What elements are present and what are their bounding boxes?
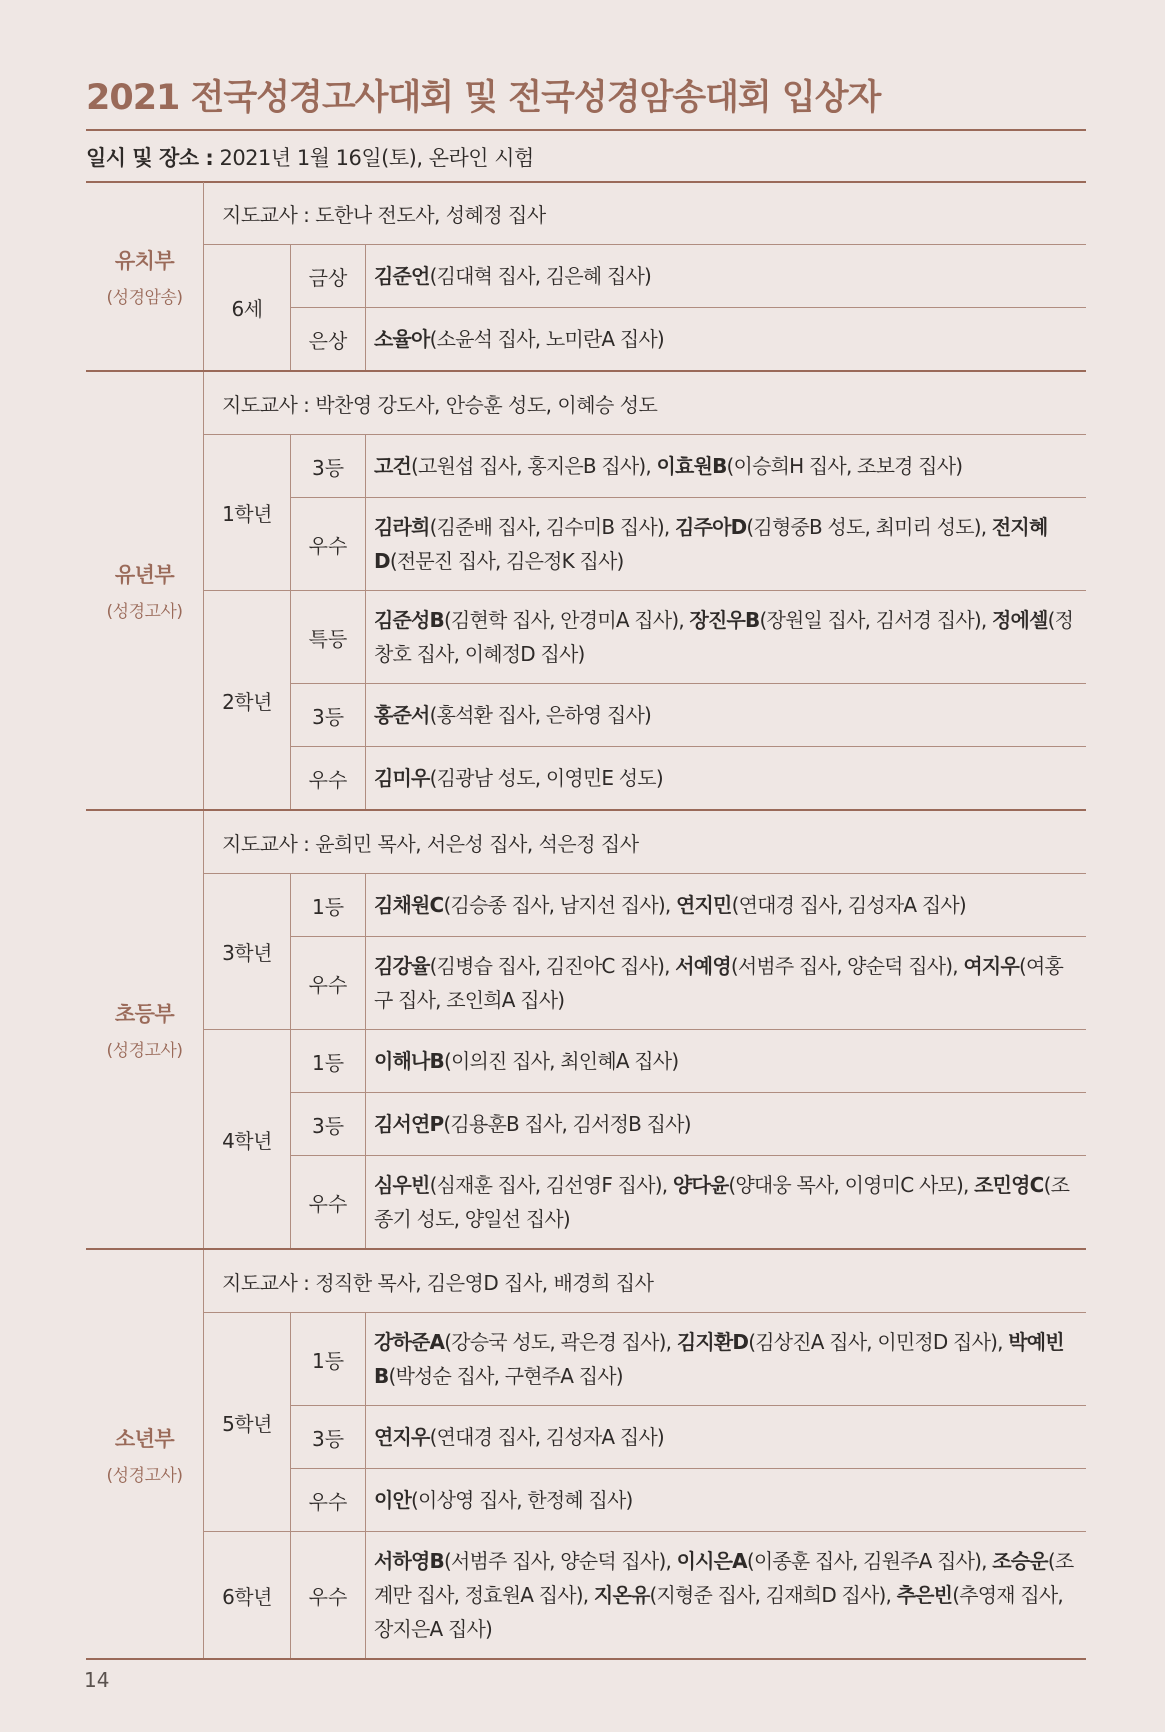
winner-name: 서하영B — [374, 1549, 445, 1573]
winner-name: 조승운 — [992, 1549, 1048, 1573]
prize-row — [291, 1313, 1086, 1406]
prize-cell: 우수 — [291, 498, 366, 590]
prize-row — [291, 498, 1086, 590]
grade-group — [204, 1030, 1086, 1248]
winners-text — [374, 761, 663, 795]
winners-cell — [366, 1093, 1086, 1155]
winners-text — [374, 603, 1078, 671]
winner-parents: (홍석환 집사, 은하영 집사) — [429, 703, 651, 727]
grade-group — [204, 591, 1086, 809]
award-section — [86, 811, 1086, 1250]
winners-cell — [366, 245, 1086, 307]
winner-name: 조민영C — [974, 1173, 1044, 1197]
prize-rows — [291, 1030, 1086, 1248]
grade-cell: 3학년 — [204, 874, 291, 1029]
awards-table — [86, 182, 1086, 1660]
prize-cell: 3등 — [291, 1093, 366, 1155]
section-content — [204, 811, 1086, 1248]
prize-row — [291, 937, 1086, 1029]
winners-cell — [366, 684, 1086, 746]
title-rule — [86, 129, 1086, 131]
prize-row — [291, 308, 1086, 370]
section-content — [204, 182, 1086, 370]
prize-row — [291, 747, 1086, 809]
winner-parents: (강승국 성도, 곽은경 집사), — [444, 1330, 677, 1354]
winner-name: 김지환D — [676, 1330, 749, 1354]
winner-parents: (김형중B 성도, 최미리 성도), — [746, 515, 992, 539]
winners-text — [374, 1044, 678, 1078]
division-cell — [86, 1250, 204, 1658]
winner-name: 김주아D — [675, 515, 747, 539]
winner-name: 김강율 — [374, 954, 430, 978]
winner-parents: (이상영 집사, 한정혜 집사) — [411, 1488, 633, 1512]
winner-name: 김준언 — [374, 264, 430, 288]
prize-row — [291, 1156, 1086, 1248]
prize-row — [291, 591, 1086, 684]
winner-parents: (고원섭 집사, 홍지은B 집사), — [411, 454, 657, 478]
winners-text — [374, 949, 1078, 1017]
prize-rows — [291, 591, 1086, 809]
award-section — [86, 372, 1086, 811]
winner-name: 추은빈 — [896, 1583, 953, 1607]
section-content — [204, 372, 1086, 809]
winners-cell — [366, 1406, 1086, 1468]
prize-row — [291, 1030, 1086, 1093]
prize-cell: 우수 — [291, 1469, 366, 1531]
winner-parents: (조계만 집사, 정효원A 집사), — [374, 1549, 1074, 1607]
winner-parents: (김용훈B 집사, 김서정B 집사) — [443, 1112, 691, 1136]
winners-cell — [366, 591, 1086, 683]
award-section — [86, 1250, 1086, 1660]
prize-rows — [291, 435, 1086, 590]
prize-rows — [291, 1313, 1086, 1531]
winners-cell — [366, 435, 1086, 497]
winner-parents: (연대경 집사, 김성자A 집사) — [429, 1425, 664, 1449]
winner-name: 이효원B — [656, 454, 727, 478]
division-name: 유년부 — [114, 563, 175, 587]
teachers-line: 지도교사 : 정직한 목사, 김은영D 집사, 배경희 집사 — [204, 1250, 1086, 1313]
winner-name: 박예빈B — [374, 1330, 1064, 1388]
grade-cell: 1학년 — [204, 435, 291, 590]
teachers-line: 지도교사 : 윤희민 목사, 서은성 집사, 석은정 집사 — [204, 811, 1086, 874]
winner-parents: (김상진A 집사, 이민정D 집사), — [748, 1330, 1009, 1354]
prize-row — [291, 245, 1086, 308]
grade-group — [204, 435, 1086, 591]
prize-cell: 은상 — [291, 308, 366, 370]
grade-group — [204, 1532, 1086, 1658]
prize-cell: 우수 — [291, 1156, 366, 1248]
division-subtitle: (성경암송) — [106, 287, 183, 308]
prize-cell: 금상 — [291, 245, 366, 307]
winner-parents: (연대경 집사, 김성자A 집사) — [731, 893, 966, 917]
grade-cell: 6학년 — [204, 1532, 291, 1658]
winner-parents: (조종기 성도, 양일선 집사) — [374, 1173, 1070, 1231]
winner-name: 지온유 — [593, 1583, 650, 1607]
winner-parents: (서범주 집사, 양순덕 집사), — [444, 1549, 677, 1573]
winners-cell — [366, 1532, 1086, 1658]
winners-cell — [366, 1313, 1086, 1405]
prize-rows — [291, 874, 1086, 1029]
winner-parents: (양대웅 목사, 이영미C 사모), — [728, 1173, 975, 1197]
prize-row — [291, 1406, 1086, 1469]
prize-cell: 3등 — [291, 1406, 366, 1468]
winners-text — [374, 322, 664, 356]
division-cell — [86, 372, 204, 809]
prize-cell: 우수 — [291, 937, 366, 1029]
winner-parents: (김광남 성도, 이영민E 성도) — [429, 766, 663, 790]
winners-text — [374, 698, 651, 732]
division-subtitle: (성경고사) — [106, 1041, 183, 1061]
winners-cell — [366, 1156, 1086, 1248]
winner-parents: (김대혁 집사, 김은혜 집사) — [429, 264, 651, 288]
winner-parents: (심재훈 집사, 김선영F 집사), — [429, 1173, 673, 1197]
winner-name: 장진우B — [689, 608, 760, 632]
winner-parents: (박성순 집사, 구현주A 집사) — [388, 1364, 623, 1388]
winner-name: 고건 — [374, 454, 412, 478]
date-location — [86, 142, 534, 172]
winners-cell — [366, 308, 1086, 370]
page-number: 14 — [84, 1668, 110, 1692]
winner-parents: (이승희H 집사, 조보경 집사) — [726, 454, 963, 478]
winner-name: 이해나B — [374, 1049, 445, 1073]
winners-text — [374, 510, 1078, 578]
winners-text — [374, 1544, 1078, 1646]
winner-name: 전지혜D — [374, 515, 1048, 573]
winner-name: 여지우 — [963, 954, 1019, 978]
division-name: 초등부 — [114, 1002, 175, 1026]
prize-cell: 3등 — [291, 684, 366, 746]
winner-name: 홍준서 — [374, 703, 430, 727]
winners-text — [374, 259, 651, 293]
grade-cell: 2학년 — [204, 591, 291, 809]
division-subtitle: (성경고사) — [106, 602, 183, 622]
winner-name: 김라희 — [374, 515, 430, 539]
teachers-line: 지도교사 : 박찬영 강도사, 안승훈 성도, 이혜승 성도 — [204, 372, 1086, 435]
winner-name: 서예영 — [675, 954, 731, 978]
winner-parents: (정창호 집사, 이혜정D 집사) — [374, 608, 1074, 666]
prize-cell: 우수 — [291, 747, 366, 809]
winner-name: 양다윤 — [672, 1173, 729, 1197]
prize-row — [291, 684, 1086, 747]
prize-rows — [291, 1532, 1086, 1658]
grade-cell: 5학년 — [204, 1313, 291, 1531]
winner-name: 이안 — [374, 1488, 412, 1512]
winner-parents: (김준배 집사, 김수미B 집사), — [429, 515, 676, 539]
winner-parents: (서범주 집사, 양순덕 집사), — [730, 954, 964, 978]
winners-cell — [366, 937, 1086, 1029]
winners-text — [374, 1168, 1078, 1236]
winner-name: 연지민 — [676, 893, 732, 917]
prize-row — [291, 1532, 1086, 1658]
winner-parents: (전문진 집사, 김은정K 집사) — [389, 549, 624, 573]
winners-text — [374, 449, 962, 483]
prize-cell: 1등 — [291, 1313, 366, 1405]
grade-cell: 6세 — [204, 245, 291, 370]
winner-name: 연지우 — [374, 1425, 430, 1449]
award-section — [86, 182, 1086, 372]
division-subtitle: (성경고사) — [106, 1465, 183, 1486]
prize-cell: 1등 — [291, 1030, 366, 1092]
winner-parents: (소윤석 집사, 노미란A 집사) — [429, 327, 664, 351]
division-cell — [86, 182, 204, 370]
prize-row — [291, 1469, 1086, 1531]
prize-row — [291, 435, 1086, 498]
winner-parents: (김승종 집사, 남지선 집사), — [443, 893, 677, 917]
winners-text — [374, 1325, 1078, 1393]
date-value: 2021년 1월 16일(토), 온라인 시험 — [219, 146, 534, 170]
section-content — [204, 1250, 1086, 1658]
winner-parents: (이종훈 집사, 김원주A 집사), — [746, 1549, 993, 1573]
winner-name: 정에셀 — [992, 608, 1048, 632]
prize-cell: 특등 — [291, 591, 366, 683]
date-label: 일시 및 장소 : — [86, 146, 214, 170]
winner-parents: (이의진 집사, 최인혜A 집사) — [444, 1049, 679, 1073]
winner-parents: (김현학 집사, 안경미A 집사), — [444, 608, 690, 632]
winners-text — [374, 1107, 691, 1141]
division-name: 소년부 — [114, 1426, 175, 1451]
prize-cell: 1등 — [291, 874, 366, 936]
winner-name: 김미우 — [374, 766, 430, 790]
winner-parents: (김병습 집사, 김진아C 집사), — [429, 954, 676, 978]
grade-group — [204, 1313, 1086, 1532]
winners-cell — [366, 498, 1086, 590]
prize-row — [291, 874, 1086, 937]
prize-cell: 3등 — [291, 435, 366, 497]
winner-name: 김채원C — [374, 893, 444, 917]
winner-name: 강하준A — [374, 1330, 445, 1354]
winner-parents: (지형준 집사, 김재희D 집사), — [649, 1583, 897, 1607]
division-name: 유치부 — [114, 248, 175, 273]
prize-cell: 우수 — [291, 1532, 366, 1658]
winners-cell — [366, 874, 1086, 936]
grade-group — [204, 245, 1086, 370]
winner-parents: (추영재 집사, 장지은A 집사) — [374, 1583, 1063, 1641]
winners-cell — [366, 747, 1086, 809]
winner-parents: (여홍구 집사, 조인희A 집사) — [374, 954, 1064, 1012]
teachers-line: 지도교사 : 도한나 전도사, 성혜정 집사 — [204, 182, 1086, 245]
winner-parents: (장원일 집사, 김서경 집사), — [759, 608, 993, 632]
winners-cell — [366, 1469, 1086, 1531]
winners-text — [374, 888, 966, 922]
page-title: 2021 전국성경고사대회 및 전국성경암송대회 입상자 — [86, 78, 881, 118]
winners-text — [374, 1420, 664, 1454]
winner-name: 김서연P — [374, 1112, 444, 1136]
winner-name: 소율아 — [374, 327, 430, 351]
winners-text — [374, 1483, 632, 1517]
prize-row — [291, 1093, 1086, 1156]
grade-cell: 4학년 — [204, 1030, 291, 1248]
winner-name: 김준성B — [374, 608, 445, 632]
division-cell — [86, 811, 204, 1248]
winner-name: 이시은A — [676, 1549, 747, 1573]
winner-name: 심우빈 — [374, 1173, 430, 1197]
winners-cell — [366, 1030, 1086, 1092]
prize-rows — [291, 245, 1086, 370]
grade-group — [204, 874, 1086, 1030]
